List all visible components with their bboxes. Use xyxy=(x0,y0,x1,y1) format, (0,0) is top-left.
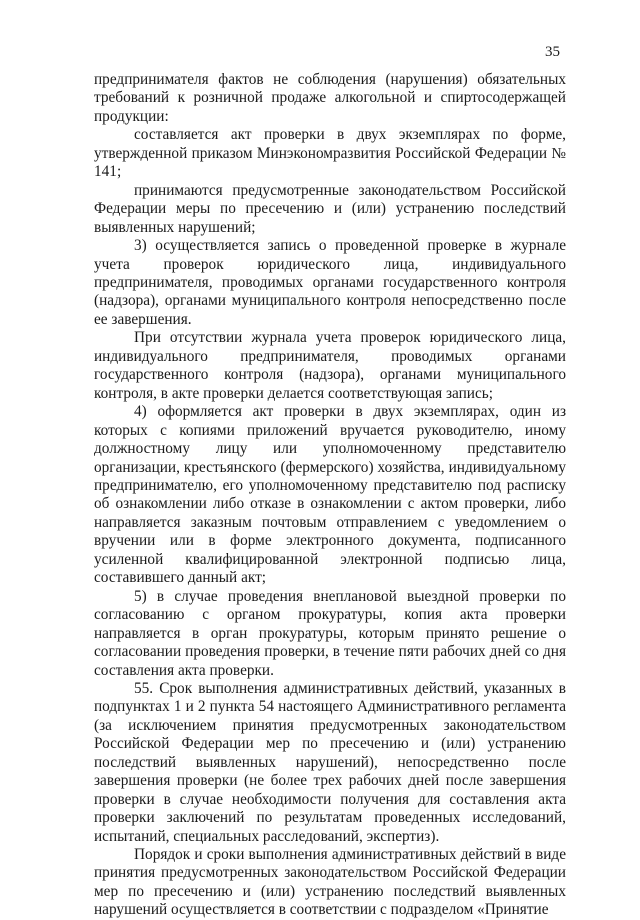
paragraph: составляется акт проверки в двух экземплярах по форме, утвержденной приказом Минэкономразвития Российской Федерации № 141; xyxy=(94,126,566,181)
paragraph: 4) оформляется акт проверки в двух экземплярах, один из которых с копиями приложений вручается руководителю, иному должностному лицу или уполномоченному представителю организации, крестьянского (фермерского) хозяйства, индивидуальному предпринимателю, его уполномоченному представителю под расписку об ознакомлении либо отказе в ознакомлении с актом проверки, либо направляется заказным почтовым отправлением с уведомлением о вручении или в форме электронного документа, подписанного усиленной квалифицированной электронной подписью лица, составившего данный акт; xyxy=(94,403,566,587)
document-body xyxy=(94,71,566,920)
paragraph: предпринимателя фактов не соблюдения (нарушения) обязательных требований к розничной продаже алкогольной и спиртосодержащей продукции: xyxy=(94,71,566,125)
paragraph: принимаются предусмотренные законодательством Российской Федерации меры по пресечению и (или) устранению последствий выявленных нарушений; xyxy=(94,181,566,236)
paragraph: Порядок и сроки выполнения административных действий в виде принятия предусмотренных законодательством Российской Федерации мер по пресечению и (или) устранению последствий выявленных нарушений осуществляется в соответствии с подразделом «Принятие xyxy=(94,846,566,919)
paragraph: 55. Срок выполнения административных действий, указанных в подпунктах 1 и 2 пункта 54 настоящего Административного регламента (за исключением принятия предусмотренных законодательством Российской Федерации мер по пресечению и (или) устранению последствий выявленных нарушений), непосредственно после завершения проверки (не более трех рабочих дней после завершения проверки в случае необходимости получения для составления акта проверки заключений по результатам проведенных исследований, испытаний, специальных расследований, экспертиз). xyxy=(94,679,566,845)
paragraph: 3) осуществляется запись о проведенной проверке в журнале учета проверок юридического лица, индивидуального предпринимателя, проводимых органами государственного контроля (надзора), органами муниципального контроля непосредственно после ее завершения. xyxy=(94,237,566,328)
paragraph: 5) в случае проведения внеплановой выездной проверки по согласованию с органом прокуратуры, копия акта проверки направляется в орган прокуратуры, которым принято решение о согласовании проведения проверки, в течение пяти рабочих дней со дня составления акта проверки. xyxy=(94,587,566,679)
page-number: 35 xyxy=(545,44,560,60)
paragraph: При отсутствии журнала учета проверок юридического лица, индивидуального предпринимателя, проводимых органами государственного контроля (надзора), органами муниципального контроля, в акте проверки делается соответствующая запись; xyxy=(94,329,566,402)
